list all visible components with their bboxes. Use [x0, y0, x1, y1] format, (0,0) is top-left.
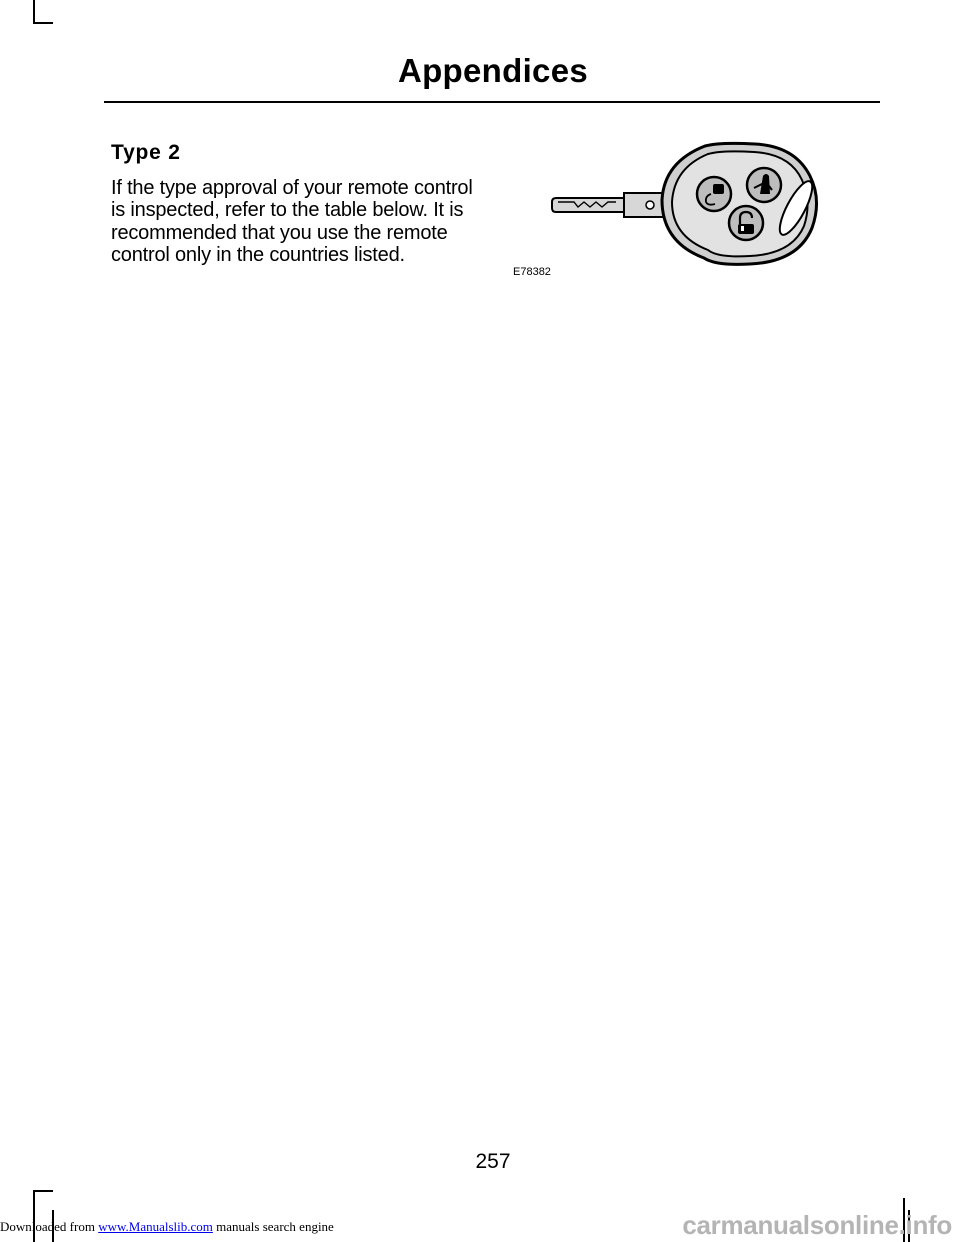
page-number: [0, 1150, 960, 1174]
body-paragraph: If the type approval of your remote control is inspected, refer to the table below. It is recommended that you use the remote control only in the countries listed.: [111, 177, 473, 266]
watermark: carmanualsonline.info: [682, 1210, 952, 1240]
trunk-release-button-icon: [747, 168, 781, 202]
download-footer: [0, 1219, 334, 1235]
key-blade-icon: [552, 193, 664, 217]
page-title: [0, 52, 960, 90]
page-number-text: 257: [475, 1150, 511, 1173]
manualslib-link[interactable]: www.Manualslib.com: [98, 1219, 213, 1234]
footer-prefix: Downloaded from: [0, 1219, 99, 1234]
title-rule: [104, 101, 880, 103]
crop-mark-top-left-h: [33, 22, 53, 24]
unlock-button-icon: [729, 206, 763, 240]
crop-mark-bottom-left-h: [33, 1190, 53, 1192]
remote-key-illustration: [540, 138, 830, 278]
footer-suffix: manuals search engine: [212, 1219, 334, 1234]
section-heading: Type 2: [111, 141, 181, 164]
figure-label: E78382: [513, 266, 551, 278]
remote-key-figure: [540, 138, 830, 278]
page-title-text: Appendices: [397, 52, 589, 89]
lock-button-icon: [697, 177, 731, 211]
crop-mark-top-left-v: [33, 0, 35, 24]
